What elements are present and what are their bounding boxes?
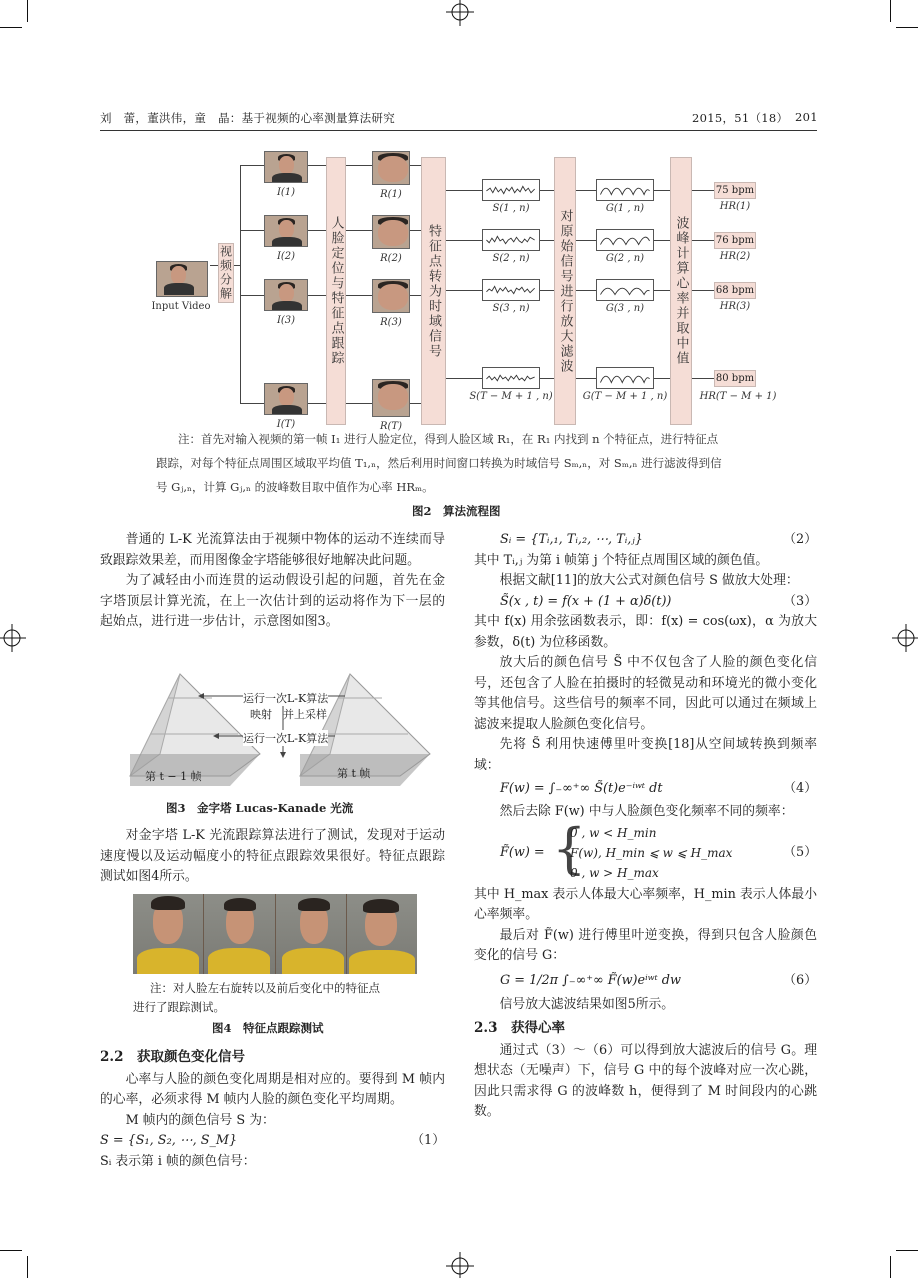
heart-rate-label: HR(3) xyxy=(719,301,751,312)
figure-3-label-run2: 运行一次L-K算法 xyxy=(243,732,329,745)
left-column-bottom xyxy=(100,1044,445,1172)
bpm-result: 68 bpm xyxy=(714,282,756,299)
paragraph: 为了减轻由小而连贯的运动假设引起的问题，首先在金字塔顶层计算光流，在上一次估计到的运动将作为下一层的起始点，进行进一步估计，示意图如图3。 xyxy=(100,573,445,629)
crop-mark xyxy=(27,0,28,22)
raw-signal-label: S(2 , n) xyxy=(492,253,530,264)
bpm-result: 76 bpm xyxy=(714,232,756,249)
crop-mark xyxy=(890,1256,891,1278)
bpm-result: 75 bpm xyxy=(714,182,756,199)
equation-text: 0 , w < H_min xyxy=(570,825,657,840)
frame-thumbnail xyxy=(264,383,308,415)
tracking-photo xyxy=(133,894,203,974)
face-region-label: R(2) xyxy=(380,253,402,264)
figure-2-note-line1: 注：首先对输入视频的第一帧 I₁ 进行人脸定位，得到人脸区域 R₁，在 R₁ 内找到 n 个特征点，进行特征点 xyxy=(178,432,719,446)
raw-signal-label: S(3 , n) xyxy=(492,303,530,314)
raw-signal-plot xyxy=(482,367,540,389)
paragraph: 普通的 L-K 光流算法由于视频中物体的运动不连续而导致跟踪效果差，而用图像金字塔能够很好地解决此问题。 xyxy=(100,532,445,568)
tracking-photo xyxy=(276,894,346,974)
frame-label: I(1) xyxy=(276,187,296,198)
raw-signal-plot xyxy=(482,179,540,201)
connector xyxy=(654,240,670,241)
face-region-thumbnail xyxy=(372,151,410,185)
connector xyxy=(446,240,482,241)
paragraph: 然后去除 F(w) 中与人脸颜色变化频率不同的频率： xyxy=(499,804,794,819)
paragraph: 心率与人脸的颜色变化周期是相对应的。要得到 M 帧内的心率，必须求得 M 帧内人脸的颜色变化平均周期。 xyxy=(100,1071,445,1107)
crop-mark xyxy=(890,0,891,22)
connector xyxy=(692,290,714,291)
filtered-signal-plot xyxy=(596,367,654,389)
connector xyxy=(409,403,421,404)
figure-2-note-line3: 号 Gⱼ,ₙ，计算 Gⱼ,ₙ 的波峰数目取中值作为心率 HRₘ。 xyxy=(156,480,434,494)
figure-4-note-line1: 注：对人脸左右旋转以及前后变化中的特征点 xyxy=(150,981,380,995)
crop-mark xyxy=(0,1250,22,1251)
raw-signal-plot xyxy=(482,279,540,301)
equation-text: S = {S₁, S₂, ⋯, S_M} xyxy=(100,1133,238,1148)
connector xyxy=(308,403,326,404)
peak-heart-rate-box: 波峰计算心率并取中值 xyxy=(670,157,692,425)
filtered-signal-plot xyxy=(596,179,654,201)
registration-mark-icon xyxy=(440,0,480,26)
face-region-thumbnail xyxy=(372,279,410,313)
connector xyxy=(692,190,714,191)
connector xyxy=(346,295,372,296)
equation-text: F̃(w) = xyxy=(500,844,545,860)
filtered-signal-label: G(1 , n) xyxy=(605,203,645,214)
frame-label: I(T) xyxy=(276,419,296,430)
figure-3-label-run1: 运行一次L-K算法 xyxy=(243,692,329,705)
connector xyxy=(240,230,264,231)
connector xyxy=(409,295,421,296)
face-region-thumbnail xyxy=(372,215,410,249)
equation-3 xyxy=(474,592,817,613)
connector xyxy=(576,378,596,379)
equation-text: F(w), H_min ⩽ w ⩽ H_max xyxy=(570,845,733,860)
connector xyxy=(576,240,596,241)
connector xyxy=(409,165,421,166)
crop-mark xyxy=(27,1256,28,1278)
filter-box: 对原始信号进行放大滤波 xyxy=(554,157,576,425)
equation-number: （5） xyxy=(783,844,817,860)
section-heading-2-2: 2.2 获取颜色变化信号 xyxy=(100,1049,245,1065)
left-column-mid xyxy=(100,826,445,888)
face-tracking-box: 人脸定位与特征点跟踪 xyxy=(326,157,346,425)
figure-2-caption: 图2 算法流程图 xyxy=(412,504,501,518)
heart-rate-label: HR(1) xyxy=(719,201,751,212)
connector xyxy=(692,378,714,379)
equation-number: （4） xyxy=(783,781,817,796)
figure-3-caption: 图3 金字塔 Lucas-Kanade 光流 xyxy=(166,801,354,815)
paragraph: 先将 S̃ 利用快速傅里叶变换[18]从空间域转换到频率域： xyxy=(474,737,817,773)
face-region-label: R(3) xyxy=(380,317,402,328)
crop-mark xyxy=(896,27,918,28)
connector xyxy=(409,230,421,231)
running-header-journal: 2015，51（18） xyxy=(692,111,789,125)
equation-number: （6） xyxy=(783,972,817,988)
frame-label: I(2) xyxy=(276,251,296,262)
page-number: 201 xyxy=(795,110,818,124)
filtered-signal-plot xyxy=(596,229,654,251)
paragraph: 对金字塔 L-K 光流跟踪算法进行了测试，发现对于运动速度慢以及运动幅度小的特征点跟踪效果很好。特征点跟踪测试如图4所示。 xyxy=(100,828,445,884)
face-region-thumbnail xyxy=(372,379,410,417)
paragraph: 通过式（3）～（6）可以得到放大滤波后的信号 G。理想状态（无噪声）下，信号 G 中的每个波峰对应一次心跳，因此只需求得 G 的波峰数 h，便得到了 M 时间段内的心跳数。 xyxy=(474,1042,817,1119)
connector xyxy=(654,190,670,191)
raw-signal-plot xyxy=(482,229,540,251)
figure-4-caption: 图4 特征点跟踪测试 xyxy=(212,1021,324,1035)
connector xyxy=(576,190,596,191)
paragraph: 放大后的颜色信号 S̃ 中不仅包含了人脸的颜色变化信号，还包含了人脸在拍摄时的轻微晃动和环境光的微小变化等其他信号。这些信号的频率不同，因此可以通过在频域上滤波来提取人脸颜色变化信号。 xyxy=(474,655,817,732)
equation-text: F(w) = ∫₋∞⁺∞ S̃(t)e⁻ⁱʷᵗ dt xyxy=(500,781,663,796)
tracking-photo xyxy=(347,894,417,974)
paragraph: 信号放大滤波结果如图5所示。 xyxy=(499,996,675,1012)
equation-6 xyxy=(474,967,817,995)
equation-2 xyxy=(474,530,817,551)
connector xyxy=(240,165,264,166)
connector xyxy=(240,403,264,404)
registration-mark-icon xyxy=(440,1252,480,1278)
input-video-label: Input Video xyxy=(151,301,211,312)
bpm-result: 80 bpm xyxy=(714,370,756,387)
crop-mark xyxy=(896,1250,918,1251)
equation-number: （1） xyxy=(411,1133,445,1148)
connector xyxy=(346,165,372,166)
paragraph: M 帧内的颜色信号 S 为： xyxy=(125,1112,275,1128)
equation-1 xyxy=(100,1131,445,1152)
connector xyxy=(540,378,554,379)
paragraph: 其中 f(x) 用余弦函数表示，即：f(x) = cos(ωx)，α 为放大参数，δ(t) 为位移函数。 xyxy=(474,614,817,650)
connector xyxy=(240,165,241,403)
registration-mark-icon xyxy=(0,618,26,658)
equation-number: （3） xyxy=(783,593,817,609)
paragraph: 最后对 F̃(w) 进行傅里叶逆变换，得到只包含人脸颜色变化的信号 G： xyxy=(474,927,817,963)
connector xyxy=(446,378,482,379)
section-heading-2-3: 2.3 获得心率 xyxy=(474,1020,565,1036)
input-video-thumbnail xyxy=(156,261,208,297)
figure-2-flowchart xyxy=(100,135,817,435)
connector xyxy=(446,290,482,291)
paragraph: 其中 H_max 表示人体最大心率频率，H_min 表示人体最小心率频率。 xyxy=(474,886,817,922)
frame-thumbnail xyxy=(264,215,308,247)
face-region-label: R(T) xyxy=(379,421,402,432)
raw-signal-label: S(1 , n) xyxy=(492,203,530,214)
paragraph: 根据文献[11]的放大公式对颜色信号 S 做放大处理： xyxy=(499,573,799,588)
heart-rate-label: HR(2) xyxy=(719,251,751,262)
equation-5 xyxy=(474,816,817,885)
face-region-label: R(1) xyxy=(380,189,402,200)
brace-icon: { xyxy=(552,816,587,880)
figure-4-note-line2: 进行了跟踪测试。 xyxy=(133,1000,225,1014)
connector xyxy=(240,295,264,296)
raw-signal-label: S(T − M + 1 , n) xyxy=(469,391,553,402)
equation-text: Sᵢ = {Tᵢ,₁, Tᵢ,₂, ⋯, Tᵢ,ⱼ} xyxy=(500,532,643,547)
equation-4 xyxy=(474,776,817,802)
equation-text: 0 , w > H_max xyxy=(570,865,659,880)
crop-mark xyxy=(0,27,22,28)
connector xyxy=(308,230,326,231)
equation-text: G = 1/2π ∫₋∞⁺∞ F̃(w)eⁱʷᵗ dw xyxy=(500,972,681,988)
connector xyxy=(308,295,326,296)
left-column xyxy=(100,530,445,633)
figure-3-label-current-frame: 第 t 帧 xyxy=(337,767,371,780)
connector xyxy=(308,165,326,166)
connector xyxy=(692,240,714,241)
figure-2-note-line2: 跟踪，对每个特征点周围区域取平均值 T₁,ₙ，然后利用时间窗口转换为时域信号 Sₘ,ₙ，对 Sₘ,ₙ 进行滤波得到信 xyxy=(156,456,722,470)
time-signal-box: 特征点转为时域信号 xyxy=(421,157,446,425)
right-column xyxy=(474,530,817,1123)
frame-label: I(3) xyxy=(276,315,296,326)
frame-thumbnail xyxy=(264,151,308,183)
connector xyxy=(346,230,372,231)
connector xyxy=(540,290,554,291)
equation-number: （2） xyxy=(783,532,817,547)
connector xyxy=(576,290,596,291)
connector xyxy=(654,290,670,291)
filtered-signal-label: G(T − M + 1 , n) xyxy=(582,391,668,402)
filtered-signal-plot xyxy=(596,279,654,301)
connector xyxy=(540,240,554,241)
heart-rate-label: HR(T − M + 1) xyxy=(699,391,777,402)
connector xyxy=(540,190,554,191)
equation-text: S̃(x , t) = f(x + (1 + α)δ(t)) xyxy=(500,593,672,609)
running-header-title: 刘 蕾，董洪伟，童 晶：基于视频的心率测量算法研究 xyxy=(100,111,395,125)
figure-3-label-prev-frame: 第 t − 1 帧 xyxy=(145,770,202,783)
header-rule xyxy=(100,130,817,131)
filtered-signal-label: G(2 , n) xyxy=(605,253,645,264)
filtered-signal-label: G(3 , n) xyxy=(605,303,645,314)
connector xyxy=(654,378,670,379)
connector xyxy=(446,190,482,191)
registration-mark-icon xyxy=(892,618,918,658)
frame-thumbnail xyxy=(264,279,308,311)
split-box: 视频分解 xyxy=(218,245,233,301)
connector xyxy=(346,403,372,404)
tracking-photo xyxy=(204,894,274,974)
paragraph: 其中 Tᵢ,ⱼ 为第 i 帧第 j 个特征点周围区域的颜色值。 xyxy=(474,552,769,568)
figure-4-photo-strip xyxy=(133,894,417,974)
paragraph: Sᵢ 表示第 i 帧的颜色信号： xyxy=(100,1153,256,1169)
figure-3-label-map: 映射 并上采样 xyxy=(250,708,327,721)
